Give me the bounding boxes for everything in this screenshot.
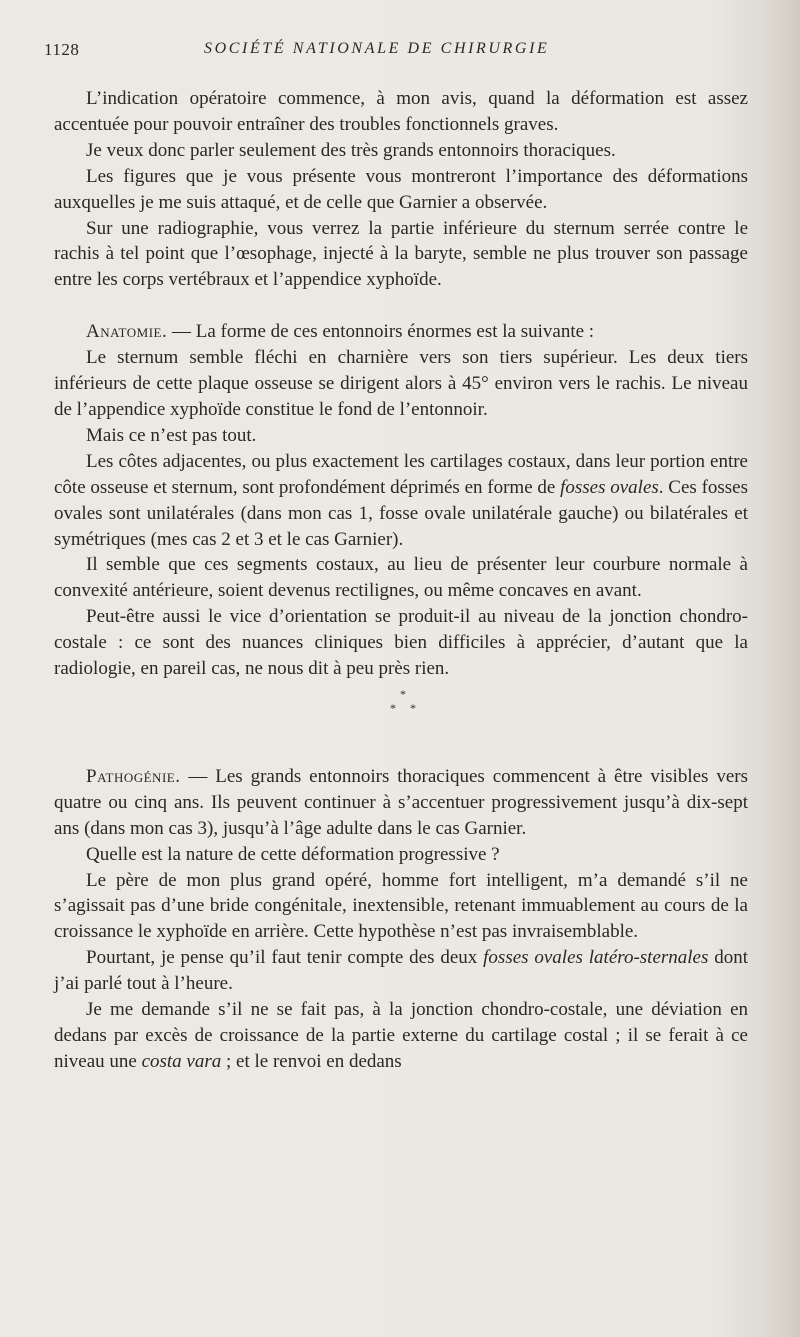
asterism-star-right: * [410,700,416,715]
paragraph-sternum: Le sternum semble fléchi en charnière vers son tiers supérieur. Les deux tiers inférieurs de cette plaque osseuse se dirigent alors à 45° environ vers le rachis. Le niveau de l’appendice xyphoïde constitue le fond de l’entonnoir. [54,347,748,420]
page-number: 1128 [44,40,80,59]
paragraph-cotes-italic: fosses ovales [560,476,659,498]
paragraph-anatomie [54,319,748,345]
section-heading-pathogenie: Pathogénie. [86,765,181,787]
paragraph-cotes-b: . Ces fosses ovales sont unilatérales (dans mon cas 1, fosse ovale unilatérale gauche) ou bilatérales et symétriques (mes cas 2 et 3 et le cas Garnier). [54,476,749,550]
paragraph-pere: Le père de mon plus grand opéré, homme fort intelligent, m’a demandé s’il ne s’agissait pas d’une bride congénitale, inextensible, retenant immuablement au cours de la croissance le xyphoïde en arrière. Cette hypothèse n’est pas invraisemblable. [54,869,748,943]
paragraph-grands-entonnoirs: Je veux donc parler seulement des très grands entonnoirs thoraciques. [86,139,616,161]
paragraph-figures: Les figures que je vous présente vous montreront l’importance des déformations auxquelles je me suis attaqué, et de celle que Garnier a observée. [54,165,748,213]
paragraph-anatomie-text: — La forme de ces entonnoirs énormes est la suivante : [167,321,595,343]
paragraph-indication: L’indication opératoire commence, à mon avis, quand la déformation est assez accentuée pour pouvoir entraîner des troubles fonctionnels graves. [54,88,748,135]
paragraph-segments: Il semble que ces segments costaux, au lieu de présenter leur courbure normale à convexité antérieure, soient devenus rectilignes, ou même concaves en avant. [54,554,748,602]
page-header [44,40,744,66]
paragraph-cotes-a: Les côtes adjacentes, ou plus exactement les cartilages costaux, dans leur portion entre côte osseuse et sternum, sont profondément déprimés en forme de [54,450,748,498]
paragraph-pourtant [54,945,748,997]
paragraph-pourtant-a: Pourtant, je pense qu’il faut tenir compte des deux [86,947,484,969]
paragraph-pathogenie-text: — Les grands entonnoirs thoraciques commencent à être visibles vers quatre ou cinq ans. Ils peuvent continuer à s’accentuer progressivement jusqu’à dix-sept ans (dans mon cas 3), jusqu’à l’âge adulte dans le cas Garnier. [54,765,748,839]
paragraph-cotes [54,449,748,553]
paragraph-pourtant-b: dont j’ai parlé tout à l’heure. [54,947,748,995]
paragraph-pourtant-italic: fosses ovales latéro-sternales [483,947,709,969]
paragraph-pathogenie [54,764,748,842]
asterism-star-top: * [400,686,406,701]
running-title: SOCIÉTÉ NATIONALE DE CHIRURGIE [204,40,550,57]
body-text [54,86,748,1075]
asterism-star-left: * [390,700,396,715]
paragraph-deviation-b: ; et le renvoi en dedans [221,1050,402,1072]
paragraph-deviation-a: Je me demande s’il ne se fait pas, à la jonction chondro-costale, une déviation en dedans par excès de croissance de la partie externe du cartilage costal ; il se ferait à ce niveau une [54,999,748,1072]
paragraph-nature: Quelle est la nature de cette déformation progressive ? [86,843,500,865]
paragraph-vice-orientation: Peut-être aussi le vice d’orientation se produit-il au niveau de la jonction chondro-costale : ce sont des nuances cliniques bien difficiles à apprécier, d’autant que la radiologie, en pareil cas, ne nous dit à peu près rien. [54,606,748,680]
section-heading-anatomie: Anatomie. [86,321,168,343]
paragraph-deviation-italic: costa vara [141,1050,222,1072]
asterism-divider [54,688,748,716]
paragraph-pas-tout: Mais ce n’est pas tout. [86,424,257,446]
paragraph-deviation [54,997,748,1075]
paragraph-radiographie: Sur une radiographie, vous verrez la partie inférieure du sternum serrée contre le rachis à tel point que l’œsophage, injecté à la baryte, semble ne plus trouver son passage entre les corps vertébraux et l’appendice xyphoïde. [54,217,748,291]
